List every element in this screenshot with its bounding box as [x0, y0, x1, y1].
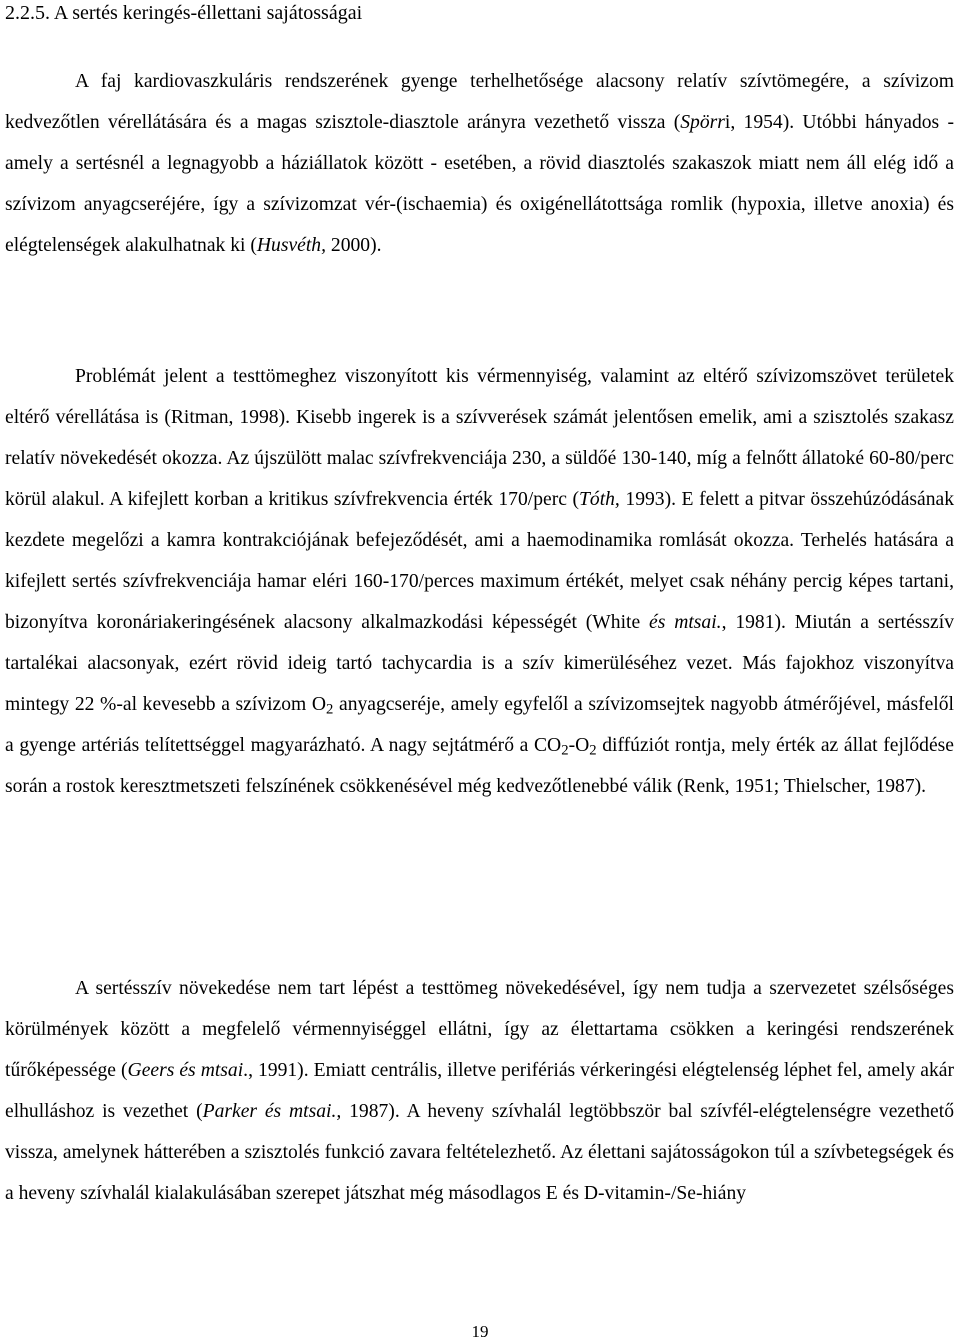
text-run: 2000).	[326, 235, 382, 256]
text-run: Problémát jelent a testtömeghez viszonyított kis vérmennyiség, valamint az eltérő szívizomszövet területek eltérő vérellátása is (Ritman, 1998). Kisebb ingerek is a szívverések számát jelentősen emelik, ami a szisztolés szakasz relatív növekedését okozza. Az újszülött malac szívfrekvenciája 230, a süldőé 130-140, míg a felnőtt állatoké 60-80/perc körül alakul. A kifejlett korban a kritikus szívfrekvencia érték 170/perc (	[5, 366, 954, 510]
text-run: A sertésszív növekedése nem tart lépést a testtömeg növekedésével, így nem tudja a szervezetet szélsőséges körülmények között a megfelelő vérmennyiséggel ellátni, így az élettartama csökken a keringési rendszerének tűrőképessége (	[5, 978, 954, 1081]
italic-citation: Husvéth,	[256, 235, 326, 256]
subscript: 2	[326, 701, 334, 718]
paragraph-1	[5, 61, 954, 266]
text-run: -O	[568, 735, 590, 756]
text-run: anyagcseréje, amely egyfelől a szívizomsejtek nagyobb átmérőjével, másfelől a gyenge artériás telítettséggel magyarázható. A nagy sejtátmérő a CO	[5, 694, 954, 756]
page-number: 19	[471, 1322, 489, 1341]
italic-citation: Geers és mtsai	[127, 1060, 244, 1081]
text-run: , 1981). Miután a sertésszív tartalékai alacsonyak, ezért rövid ideig tartó tachycardia is a szív kimerüléséhez vezet. Más fajokhoz viszonyítva mintegy 22 %-al kevesebb a szívizom O	[5, 612, 954, 715]
italic-citation: Tóth,	[579, 489, 620, 510]
subscript: 2	[589, 742, 597, 759]
italic-citation: Spörr	[680, 112, 725, 133]
subscript: 2	[561, 742, 569, 759]
text-run: 1993). E felett a pitvar összehúzódásának kezdete megelőzi a kamra kontrakciójának befejeződését, ami a haemodinamika romlását okozza. Terhelés hatására a kifejlett sertés szívfrekvenciája hamar eléri 160-170/perces maximum értékét, melyet csak néhány percig képes tartani, bizonyítva koronáriakeringésének alacsony alkalmazkodási képességét (White	[5, 489, 954, 633]
text-run: 1987). A heveny szívhalál legtöbbször bal szívfél-elégtelenségre vezethető vissza, amelynek hátterében a szisztolés funkció zavara feltételezhető. Az élettani sajátosságokon túl a szívbetegségek és a heveny szívhalál kialakulásában szerepet játszhat még másodlagos E és D-vitamin-/Se-hiány	[5, 1101, 954, 1204]
italic-citation: és mtsai.	[649, 612, 722, 633]
italic-citation: Parker és mtsai.,	[202, 1101, 342, 1122]
text-run: A faj kardiovaszkuláris rendszerének gyenge terhelhetősége alacsony relatív szívtömegére, a szívizom kedvezőtlen vérellátására és a magas szisztole-diasztole arányra vezethető vissza (	[5, 71, 954, 133]
paragraph-2	[5, 356, 954, 807]
text-run: diffúziót rontja, mely érték az állat fejlődése során a rostok keresztmetszeti felszínének csökkenésével még kedvezőtlenebbé válik (Renk, 1951; Thielscher, 1987).	[5, 735, 954, 797]
paragraph-3	[5, 968, 954, 1214]
text-run: ., 1991). Emiatt centrális, illetve perifériás vérkeringési elégtelenség léphet fel, amely akár elhulláshoz is vezethet (	[5, 1060, 954, 1122]
text-run: i, 1954). Utóbbi hányados - amely a sertésnél a legnagyobb a háziállatok között - esetében, a rövid diasztolés szakaszok miatt nem áll elég idő a szívizom anyagcseréjére, így a szívizomzat vér-(ischaemia) és oxigénellátottsága romlik (hypoxia, illetve anoxia) és elégtelenségek alakulhatnak ki (	[5, 112, 954, 256]
section-heading: 2.2.5. A sertés keringés-éllettani sajátosságai	[5, 2, 363, 24]
